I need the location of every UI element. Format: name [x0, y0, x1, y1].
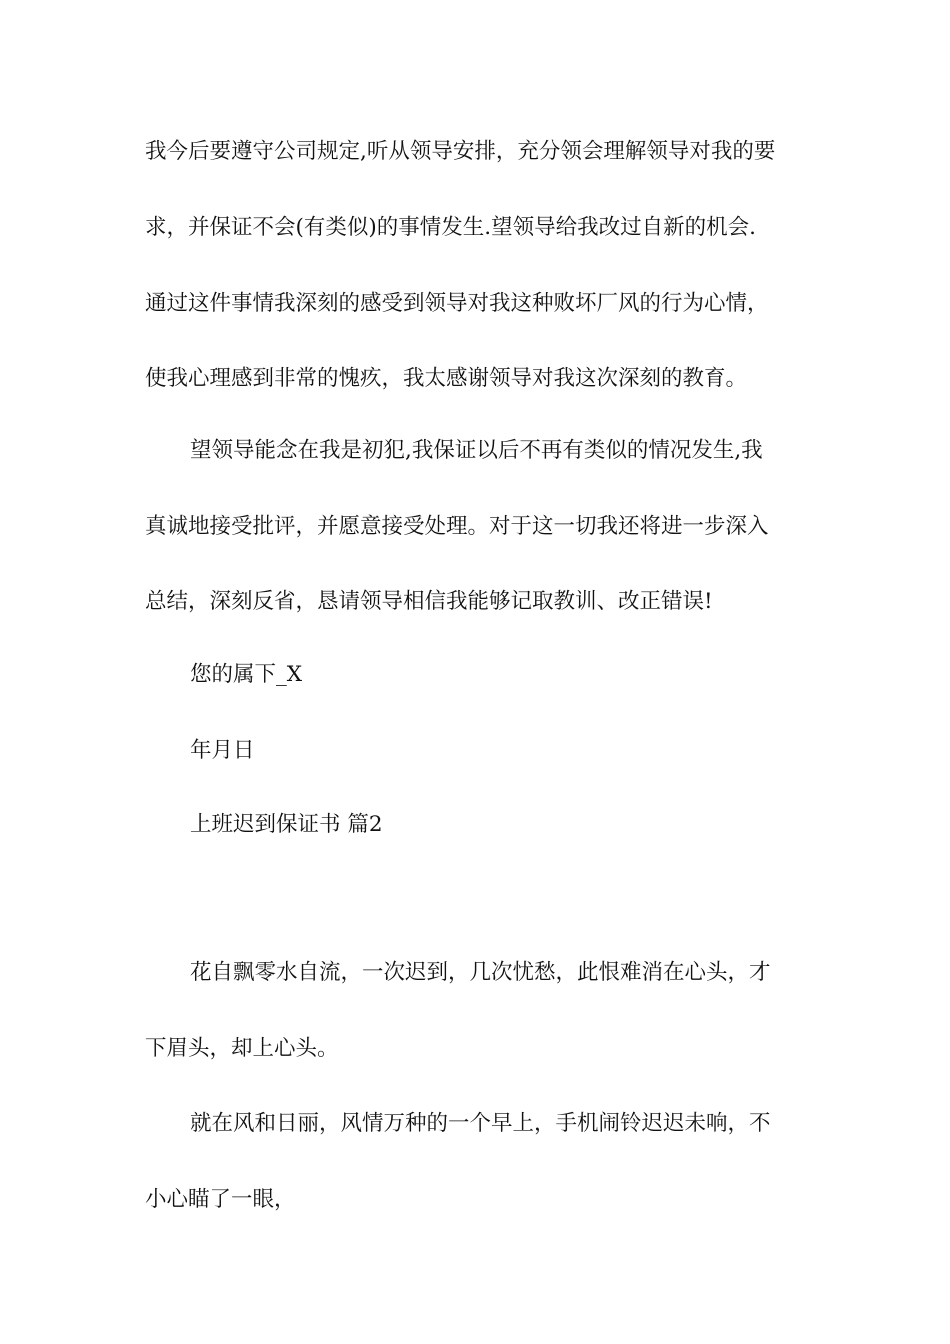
text-line: 小心瞄了一眼，: [145, 1187, 296, 1212]
section-title: 上班迟到保证书 篇2: [190, 812, 383, 837]
text-line: 使我心理感到非常的愧疚，我太感谢领导对我这次深刻的教育。: [145, 366, 748, 391]
text-line: 花自飘零水自流，一次迟到，几次忧愁，此恨难消在心头，才: [190, 960, 771, 985]
text-line: 求，并保证不会(有类似)的事情发生.望领导给我改过自新的机会.: [145, 215, 756, 240]
text-line: 下眉头，却上心头。: [145, 1036, 339, 1061]
signature-line: 您的属下_X: [190, 662, 303, 687]
text-line: 我今后要遵守公司规定,听从领导安排，充分领会理解领导对我的要: [145, 139, 776, 164]
text-line: 望领导能念在我是初犯,我保证以后不再有类似的情况发生,我: [190, 438, 763, 463]
text-line: 总结，深刻反省，恳请领导相信我能够记取教训、改正错误!: [145, 589, 713, 614]
text-line: 真诚地接受批评，并愿意接受处理。对于这一切我还将进一步深入: [145, 514, 769, 539]
date-line: 年月日: [190, 738, 255, 763]
text-line: 通过这件事情我深刻的感受到领导对我这种败坏厂风的行为心情，: [145, 291, 769, 316]
text-line: 就在风和日丽，风情万种的一个早上，手机闹铃迟迟未响，不: [190, 1111, 771, 1136]
